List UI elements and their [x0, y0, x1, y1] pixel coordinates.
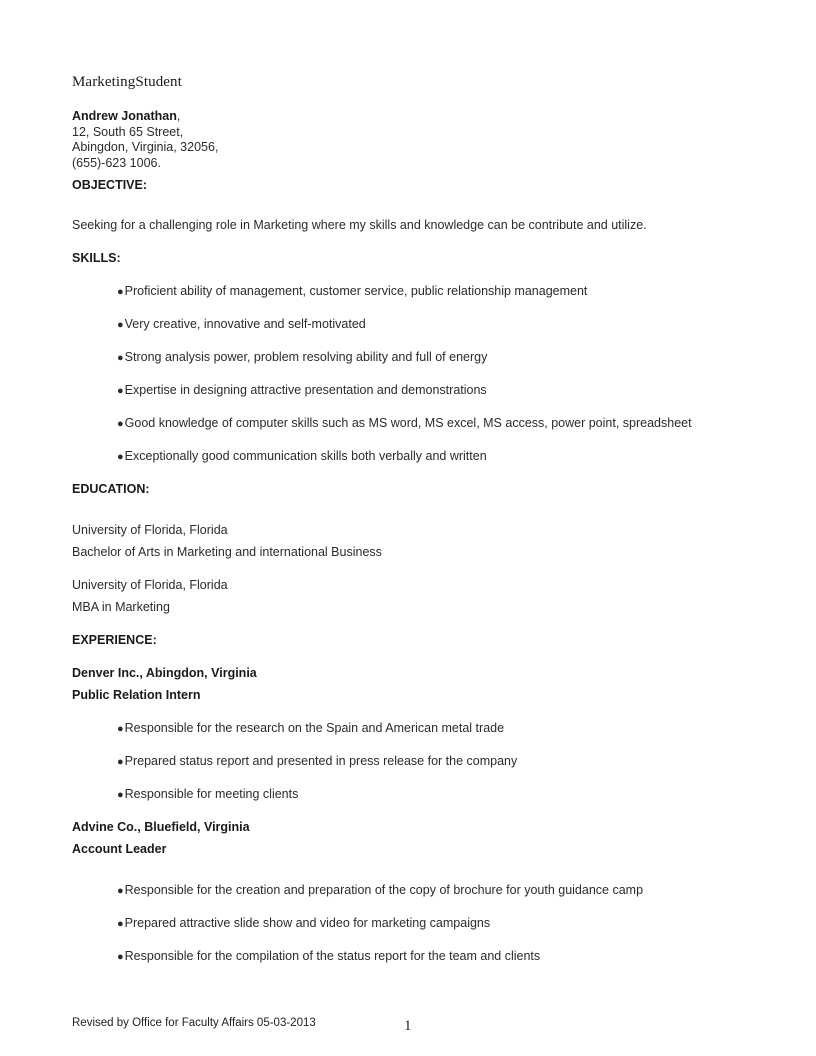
- bullet-icon: ●: [117, 723, 124, 735]
- job-duty-item: ●Responsible for the creation and preparation of the copy of brochure for youth guidance camp: [117, 883, 644, 897]
- bullet-icon: ●: [117, 451, 124, 463]
- contact-name-suffix: ,: [176, 109, 181, 123]
- page-number: 1: [404, 1018, 412, 1034]
- education-degree: MBA in Marketing: [72, 600, 170, 614]
- bullet-icon: ●: [117, 885, 124, 897]
- skill-item: ●Good knowledge of computer skills such as MS word, MS excel, MS access, power point, spreadsheet: [117, 416, 692, 430]
- job-company: Denver Inc., Abingdon, Virginia: [72, 666, 257, 680]
- job-duty-item: ●Responsible for the research on the Spain and American metal trade: [117, 721, 505, 735]
- job-duty-item: ●Prepared status report and presented in press release for the company: [117, 754, 518, 768]
- bullet-icon: ●: [117, 789, 124, 801]
- contact-address-line-1: 12, South 65 Street,: [72, 124, 184, 139]
- contact-phone: (655)-623 1006.: [72, 155, 161, 170]
- education-degree: Bachelor of Arts in Marketing and international Business: [72, 545, 382, 559]
- skill-item: ●Strong analysis power, problem resolving ability and full of energy: [117, 350, 488, 364]
- bullet-icon: ●: [117, 418, 124, 430]
- skills-heading: SKILLS:: [72, 251, 121, 265]
- bullet-icon: ●: [117, 319, 124, 331]
- job-duty-item: ●Responsible for meeting clients: [117, 787, 299, 801]
- skill-item: ●Exceptionally good communication skills both verbally and written: [117, 449, 487, 463]
- job-duty-item: ●Prepared attractive slide show and video for marketing campaigns: [117, 916, 491, 930]
- objective-text: Seeking for a challenging role in Marketing where my skills and knowledge can be contribute and utilize.: [72, 218, 647, 232]
- bullet-icon: ●: [117, 756, 124, 768]
- skill-item: ●Proficient ability of management, customer service, public relationship management: [117, 284, 588, 298]
- skill-item: ●Expertise in designing attractive presentation and demonstrations: [117, 383, 487, 397]
- bullet-icon: ●: [117, 951, 124, 963]
- objective-heading: OBJECTIVE:: [72, 178, 148, 192]
- experience-heading: EXPERIENCE:: [72, 633, 157, 647]
- bullet-icon: ●: [117, 385, 124, 397]
- contact-name-line: [72, 109, 218, 125]
- bullet-icon: ●: [117, 352, 124, 364]
- contact-address-line-2: Abingdon, Virginia, 32056,: [72, 140, 219, 154]
- bullet-icon: ●: [117, 918, 124, 930]
- job-role: Account Leader: [72, 842, 167, 856]
- job-role: Public Relation Intern: [72, 688, 201, 702]
- contact-block: [72, 109, 218, 171]
- skill-item: ●Very creative, innovative and self-motivated: [117, 317, 366, 331]
- job-company: Advine Co., Bluefield, Virginia: [72, 820, 250, 834]
- job-duty-item: ●Responsible for the compilation of the status report for the team and clients: [117, 949, 541, 963]
- education-school: University of Florida, Florida: [72, 523, 228, 537]
- education-school: University of Florida, Florida: [72, 578, 228, 592]
- document-title: MarketingStudent: [72, 74, 182, 90]
- education-heading: EDUCATION:: [72, 482, 150, 496]
- bullet-icon: ●: [117, 286, 124, 298]
- contact-name: Andrew Jonathan: [72, 109, 177, 123]
- footer-revised-note: Revised by Office for Faculty Affairs 05-03-2013: [72, 1017, 316, 1029]
